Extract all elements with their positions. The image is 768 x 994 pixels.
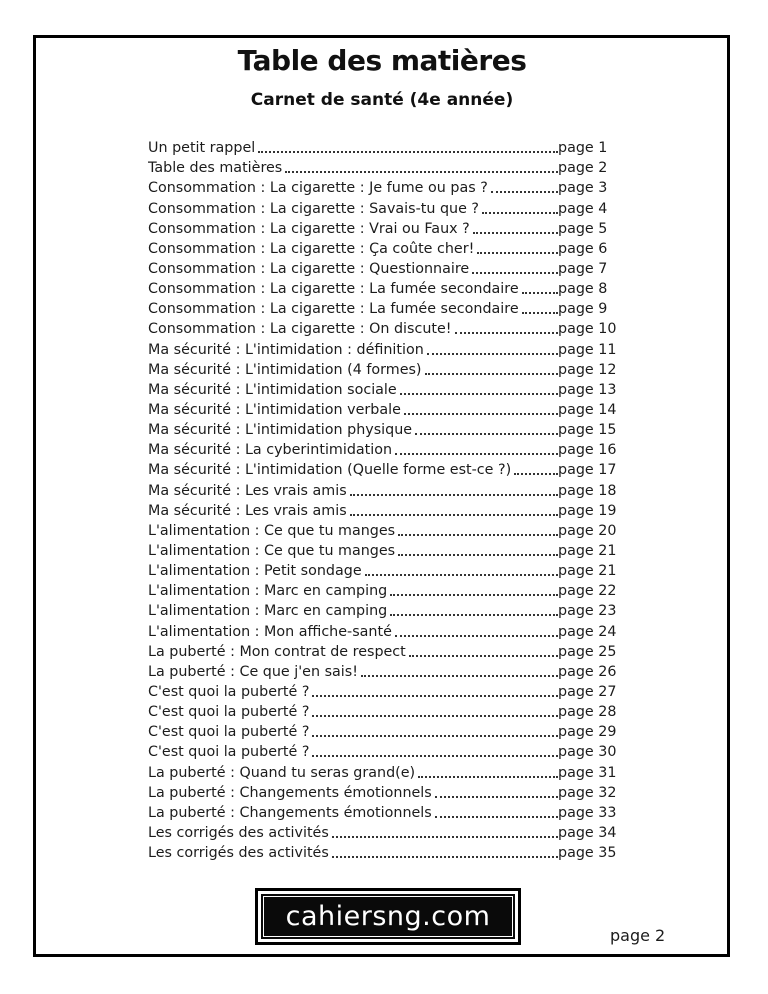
- toc-entry-title: Ma sécurité : L'intimidation : définition: [148, 341, 424, 358]
- toc-dot-leader: [455, 332, 558, 334]
- toc-row: [148, 258, 620, 278]
- toc-row: [148, 761, 620, 781]
- toc-dot-leader: [312, 735, 558, 737]
- toc-row: [148, 782, 620, 802]
- toc-entry-page: page 32: [558, 784, 617, 801]
- toc-dot-leader: [435, 816, 558, 818]
- toc-dot-leader: [418, 776, 558, 778]
- toc-row: [148, 399, 620, 419]
- toc-dot-leader: [395, 453, 558, 455]
- toc-row: [148, 177, 620, 197]
- toc-entry-page: page 13: [558, 381, 617, 398]
- toc-entry-title: L'alimentation : Ce que tu manges: [148, 542, 396, 559]
- toc-row: [148, 218, 620, 238]
- toc-row: [148, 802, 620, 822]
- toc-entry-title: L'alimentation : Mon affiche-santé: [148, 623, 392, 640]
- toc-dot-leader: [477, 252, 558, 254]
- toc-dot-leader: [482, 212, 558, 214]
- toc-entry-title: La puberté : Quand tu seras grand(e): [148, 764, 416, 781]
- toc-entry-page: page 15: [558, 422, 617, 439]
- toc-entry-title: Ma sécurité : Les vrais amis: [148, 502, 347, 519]
- toc-dot-leader: [258, 151, 558, 153]
- toc-dot-leader: [390, 614, 558, 616]
- toc-entry-title: C'est quoi la puberté ?: [148, 744, 310, 761]
- toc-dot-leader: [398, 554, 558, 556]
- toc-entry-page: page 20: [558, 522, 617, 539]
- toc-entry-title: Consommation : La cigarette : Savais-tu que ?: [148, 200, 480, 217]
- toc-row: [148, 359, 620, 379]
- toc-row: [148, 419, 620, 439]
- toc-entry-page: page 34: [558, 824, 617, 841]
- toc-dot-leader: [514, 473, 558, 475]
- toc-entry-title: Consommation : La cigarette : La fumée secondaire: [148, 281, 519, 298]
- toc-entry-title: La puberté : Mon contrat de respect: [148, 643, 406, 660]
- toc-entry-title: Ma sécurité : L'intimidation verbale: [148, 401, 401, 418]
- toc-dot-leader: [398, 534, 558, 536]
- toc-row: [148, 600, 620, 620]
- toc-dot-leader: [332, 836, 558, 838]
- toc-dot-leader: [365, 574, 558, 576]
- toc-dot-leader: [395, 635, 558, 637]
- toc-row: [148, 238, 620, 258]
- toc-entry-page: page 30: [558, 744, 617, 761]
- toc-entry-title: Ma sécurité : L'intimidation sociale: [148, 381, 397, 398]
- toc-row: [148, 701, 620, 721]
- toc-dot-leader: [350, 494, 558, 496]
- toc-row: [148, 459, 620, 479]
- toc-entry-page: page 28: [558, 704, 617, 721]
- toc-entry-title: La puberté : Changements émotionnels: [148, 804, 432, 821]
- toc-row: [148, 560, 620, 580]
- toc-entry-page: page 19: [558, 502, 617, 519]
- toc-entry-page: page 11: [558, 341, 617, 358]
- toc-row: [148, 318, 620, 338]
- toc-entry-page: page 21: [558, 542, 617, 559]
- toc-dot-leader: [350, 514, 558, 516]
- toc-row: [148, 620, 620, 640]
- toc-dot-leader: [312, 715, 558, 717]
- toc-dot-leader: [435, 796, 558, 798]
- toc-entry-title: C'est quoi la puberté ?: [148, 724, 310, 741]
- toc-entry-page: page 25: [558, 643, 617, 660]
- toc-entry-page: page 31: [558, 764, 617, 781]
- toc-dot-leader: [390, 594, 558, 596]
- toc-entry-page: page 5: [558, 220, 608, 237]
- toc-entry-title: Consommation : La cigarette : Ça coûte cher!: [148, 240, 475, 257]
- toc-row: [148, 641, 620, 661]
- toc-entry-title: La puberté : Ce que j'en sais!: [148, 663, 358, 680]
- toc-row: [148, 681, 620, 701]
- toc-dot-leader: [472, 272, 558, 274]
- toc-entry-page: page 21: [558, 563, 617, 580]
- toc-entry-title: L'alimentation : Ce que tu manges: [148, 522, 396, 539]
- toc-entry-title: Les corrigés des activités: [148, 824, 329, 841]
- toc-entry-title: Ma sécurité : L'intimidation physique: [148, 422, 413, 439]
- toc-row: [148, 500, 620, 520]
- toc-row: [148, 338, 620, 358]
- toc-dot-leader: [312, 755, 558, 757]
- toc-entry-page: page 33: [558, 804, 617, 821]
- toc-entry-title: L'alimentation : Marc en camping: [148, 603, 388, 620]
- toc-row: [148, 137, 620, 157]
- toc-entry-title: Consommation : La cigarette : Vrai ou Faux ?: [148, 220, 470, 237]
- toc-entry-page: page 10: [558, 321, 617, 338]
- toc-entry-title: C'est quoi la puberté ?: [148, 683, 310, 700]
- toc-entry-page: page 26: [558, 663, 617, 680]
- toc-entry-page: page 3: [558, 180, 608, 197]
- toc-entry-title: La puberté : Changements émotionnels: [148, 784, 432, 801]
- toc-entry-page: page 18: [558, 482, 617, 499]
- toc-entry-page: page 2: [558, 160, 608, 177]
- toc-entry-page: page 17: [558, 462, 617, 479]
- toc-row: [148, 379, 620, 399]
- toc-entry-title: Les corrigés des activités: [148, 845, 329, 862]
- toc-entry-page: page 12: [558, 361, 617, 378]
- toc-entry-page: page 35: [558, 845, 617, 862]
- toc-dot-leader: [427, 353, 558, 355]
- toc-row: [148, 157, 620, 177]
- toc-row: [148, 822, 620, 842]
- toc-dot-leader: [400, 393, 558, 395]
- toc-entry-page: page 4: [558, 200, 608, 217]
- toc-entry-title: Ma sécurité : Les vrais amis: [148, 482, 347, 499]
- toc-entry-page: page 6: [558, 240, 608, 257]
- toc-row: [148, 741, 620, 761]
- toc-entry-page: page 7: [558, 260, 608, 277]
- toc-entry-title: C'est quoi la puberté ?: [148, 704, 310, 721]
- toc-entry-title: Ma sécurité : L'intimidation (4 formes): [148, 361, 422, 378]
- toc-dot-leader: [491, 191, 558, 193]
- toc-entry-title: Consommation : La cigarette : On discute!: [148, 321, 452, 338]
- toc-entry-page: page 27: [558, 683, 617, 700]
- page-subtitle: Carnet de santé (4e année): [250, 90, 514, 110]
- toc-entry-title: Ma sécurité : La cyberintimidation: [148, 442, 393, 459]
- toc-row: [148, 479, 620, 499]
- toc-entry-title: Consommation : La cigarette : La fumée secondaire: [148, 301, 519, 318]
- toc-entry-page: page 14: [558, 401, 617, 418]
- toc-dot-leader: [473, 232, 558, 234]
- toc-entry-title: L'alimentation : Marc en camping: [148, 583, 388, 600]
- toc-entry-title: Consommation : La cigarette : Je fume ou pas ?: [148, 180, 488, 197]
- toc-entry-page: page 16: [558, 442, 617, 459]
- brand-text: cahiersng.com: [285, 901, 491, 932]
- toc-row: [148, 520, 620, 540]
- toc-entry-title: Un petit rappel: [148, 140, 256, 157]
- brand-box: [255, 888, 521, 945]
- toc-entry-title: Table des matières: [148, 160, 283, 177]
- toc-entry-title: Consommation : La cigarette : Questionnaire: [148, 260, 470, 277]
- toc-dot-leader: [522, 312, 558, 314]
- toc-row: [148, 842, 620, 862]
- toc-dot-leader: [522, 292, 558, 294]
- toc-dot-leader: [332, 856, 558, 858]
- page-header: [36, 44, 728, 110]
- toc-dot-leader: [285, 171, 558, 173]
- toc-dot-leader: [415, 433, 558, 435]
- toc-entry-title: Ma sécurité : L'intimidation (Quelle forme est-ce ?): [148, 462, 512, 479]
- toc-row: [148, 278, 620, 298]
- toc-dot-leader: [425, 373, 558, 375]
- toc-entry-page: page 8: [558, 281, 608, 298]
- toc-entry-page: page 24: [558, 623, 617, 640]
- toc-row: [148, 439, 620, 459]
- toc-row: [148, 197, 620, 217]
- toc-row: [148, 540, 620, 560]
- toc-row: [148, 721, 620, 741]
- page-title: Table des matières: [237, 44, 527, 77]
- toc-entry-page: page 29: [558, 724, 617, 741]
- toc-entry-page: page 1: [558, 140, 608, 157]
- toc-dot-leader: [312, 695, 558, 697]
- toc-dot-leader: [409, 655, 558, 657]
- page-number-label: page 2: [610, 926, 666, 945]
- toc-entry-title: L'alimentation : Petit sondage: [148, 563, 362, 580]
- brand-box-inner: [261, 894, 515, 939]
- toc-entry-page: page 22: [558, 583, 617, 600]
- toc-row: [148, 298, 620, 318]
- toc-dot-leader: [404, 413, 558, 415]
- toc-entry-page: page 23: [558, 603, 617, 620]
- toc-dot-leader: [361, 675, 558, 677]
- toc-row: [148, 661, 620, 681]
- toc-entry-page: page 9: [558, 301, 608, 318]
- toc-row: [148, 580, 620, 600]
- toc-list: [148, 137, 620, 862]
